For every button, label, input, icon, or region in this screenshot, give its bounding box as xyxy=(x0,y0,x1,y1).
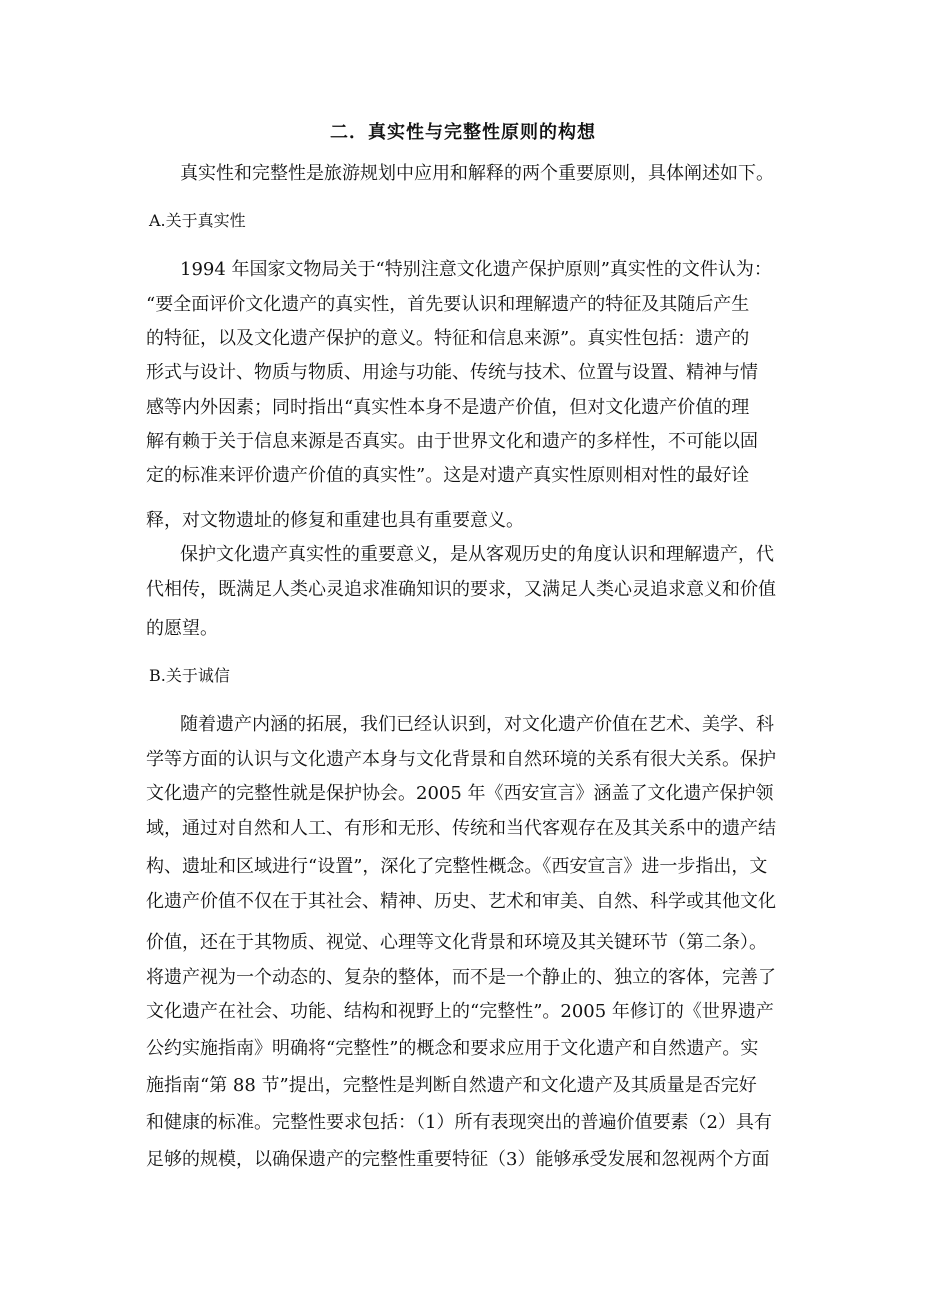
text-line: 文化遗产在社会、功能、结构和视野上的“完整性”。2005 年修订的《世界遗产 xyxy=(146,1001,774,1022)
text-line: 的愿望。 xyxy=(146,618,218,639)
text-line: 学等方面的认识与文化遗产本身与文化背景和自然环境的关系有很大关系。保护 xyxy=(146,749,776,770)
text-line: 代相传，既满足人类心灵追求准确知识的要求，又满足人类心灵追求意义和价值 xyxy=(146,579,776,600)
text-line: 形式与设计、物质与物质、用途与功能、传统与技术、位置与设置、精神与情 xyxy=(146,362,758,383)
text-line: 足够的规模，以确保遗产的完整性重要特征（3）能够承受发展和忽视两个方面 xyxy=(146,1149,770,1170)
text-line: 解有赖于关于信息来源是否真实。由于世界文化和遗产的多样性，不可能以固 xyxy=(146,431,758,452)
text-line: 构、遗址和区域进行“设置”，深化了完整性概念。《西安宣言》进一步指出，文 xyxy=(146,856,768,877)
text-line: 1994 年国家文物局关于“特别注意文化遗产保护原则”真实性的文件认为： xyxy=(180,259,772,280)
text-line: 释，对文物遗址的修复和重建也具有重要意义。 xyxy=(146,510,524,531)
section-title: 二．真实性与完整性原则的构想 xyxy=(330,122,596,143)
text-line: 域，通过对自然和人工、有形和无形、传统和当代客观存在及其关系中的遗产结 xyxy=(146,818,776,839)
text-line: 感等内外因素；同时指出“真实性本身不是遗产价值，但对文化遗产价值的理 xyxy=(146,397,750,418)
text-line: 的特征，以及文化遗产保护的意义。特征和信息来源”。真实性包括：遗产的 xyxy=(146,328,750,349)
text-line: 和健康的标准。完整性要求包括：（1）所有表现突出的普遍价值要素（2）具有 xyxy=(146,1112,772,1133)
text-line: 定的标准来评价遗产价值的真实性”。这是对遗产真实性原则相对性的最好诠 xyxy=(146,465,750,486)
text-line: 文化遗产的完整性就是保护协会。2005 年《西安宣言》涵盖了文化遗产保护领 xyxy=(146,783,774,804)
text-line: 将遗产视为一个动态的、复杂的整体，而不是一个静止的、独立的客体，完善了 xyxy=(146,967,776,988)
text-line: 价值，还在于其物质、视觉、心理等文化背景和环境及其关键环节（第二条）。 xyxy=(146,932,767,953)
heading-b: B.关于诚信 xyxy=(149,666,230,685)
intro-line: 真实性和完整性是旅游规划中应用和解释的两个重要原则，具体阐述如下。 xyxy=(180,163,774,184)
text-line: 公约实施指南》明确将“完整性”的概念和要求应用于文化遗产和自然遗产。实 xyxy=(146,1038,759,1059)
text-line: 施指南“第 88 节”提出，完整性是判断自然遗产和文化遗产及其质量是否完好 xyxy=(146,1075,757,1096)
text-line: 化遗产价值不仅在于其社会、精神、历史、艺术和审美、自然、科学或其他文化 xyxy=(146,891,776,912)
text-line: “要全面评价文化遗产的真实性，首先要认识和理解遗产的特征及其随后产生 xyxy=(146,294,750,315)
text-line: 保护文化遗产真实性的重要意义，是从客观历史的角度认识和理解遗产，代 xyxy=(180,544,774,565)
heading-a: A.关于真实性 xyxy=(149,211,246,230)
text-line: 随着遗产内涵的拓展，我们已经认识到，对文化遗产价值在艺术、美学、科 xyxy=(180,714,774,735)
